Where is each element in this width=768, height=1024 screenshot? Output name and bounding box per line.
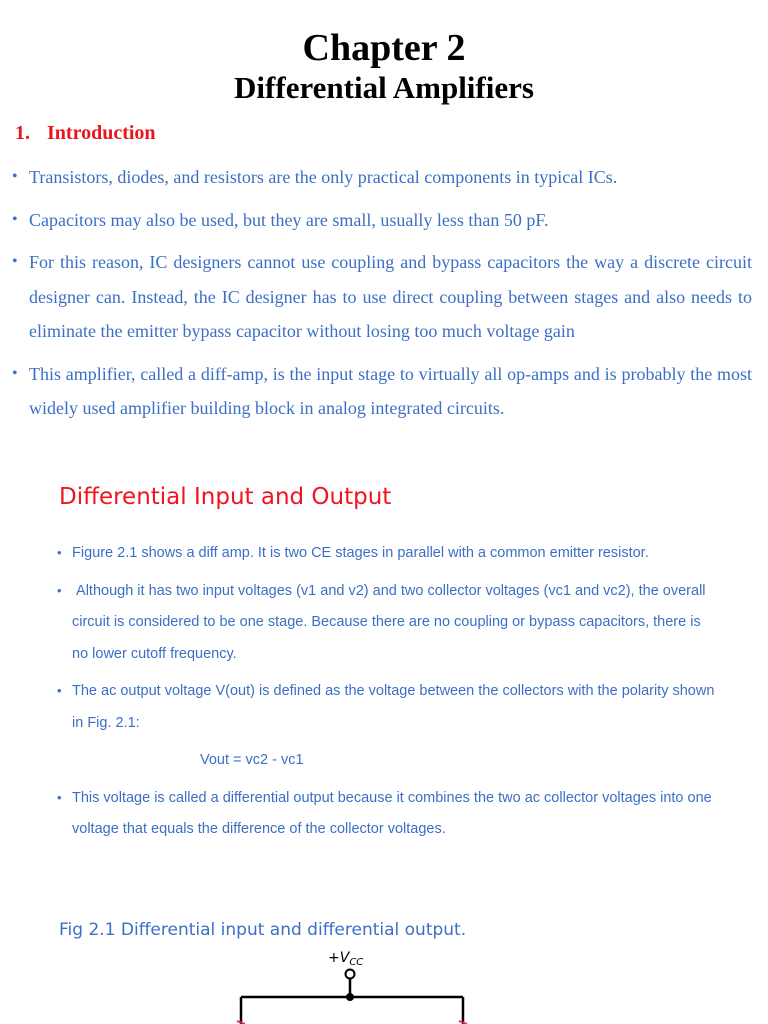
- section-heading-introduction: [15, 120, 156, 146]
- list-item-text: The ac output voltage V(out) is defined as the voltage between the collectors with the polarity shown in Fig. 2.1:: [72, 683, 715, 731]
- bullet-icon: •: [57, 683, 62, 698]
- bullet-icon: •: [57, 789, 62, 805]
- list-item-text: This amplifier, called a diff-amp, is the input stage to virtually all op-amps and is probably the most widely used amplifier building block in analog integrated circuits.: [29, 363, 752, 418]
- differential-io-list: [57, 538, 717, 852]
- diff-amp-circuit-diagram: [220, 945, 490, 1024]
- section-title: Introduction: [47, 122, 156, 144]
- list-item-text: For this reason, IC designers cannot use coupling and bypass capacitors the way a discrete circuit designer can. Instead, the IC designer has to use direct coupling between stages and also needs to eliminate the emitter bypass capacitor without losing too much voltage gain: [29, 252, 752, 341]
- list-item: [12, 160, 752, 195]
- section-number: 1.: [15, 122, 30, 144]
- bullet-icon: •: [12, 364, 18, 382]
- list-item: [12, 203, 752, 238]
- bullet-icon: •: [12, 168, 18, 185]
- bullet-icon: •: [12, 210, 18, 228]
- list-item-text: This voltage is called a differential output because it combines the two ac collector voltages into one voltage that equals the difference of the collector voltages.: [72, 789, 712, 837]
- subsection-heading: Differential Input and Output: [59, 484, 392, 510]
- list-item: [12, 357, 752, 426]
- list-item-text: Figure 2.1 shows a diff amp. It is two CE stages in parallel with a common emitter resistor.: [72, 545, 649, 561]
- figure-caption: Fig 2.1 Differential input and differential output.: [59, 920, 467, 940]
- list-item: [57, 676, 717, 739]
- bullet-icon: •: [57, 582, 62, 598]
- vcc-label: $+V_{CC}$: [328, 950, 364, 968]
- list-item-text: Transistors, diodes, and resistors are the only practical components in typical ICs.: [29, 167, 618, 187]
- chapter-number: Chapter 2: [302, 27, 466, 69]
- chapter-title: Differential Amplifiers: [234, 70, 534, 105]
- list-item-text: Although it has two input voltages (v1 and v2) and two collector voltages (vc1 and vc2), the overall circuit is considered to be one stage. Because there are no coupling or bypass capacitors, there is no lower cutoff frequency.: [72, 582, 706, 662]
- bullet-icon: •: [57, 545, 62, 560]
- equation: Vout = vc2 - vc1: [200, 752, 304, 768]
- list-item: [12, 245, 752, 349]
- vcc-terminal: [346, 970, 355, 979]
- list-item-text: Capacitors may also be used, but they are small, usually less than 50 pF.: [29, 209, 549, 230]
- list-item: [57, 576, 717, 671]
- list-item: [57, 538, 717, 570]
- bullet-icon: •: [12, 253, 18, 270]
- list-item: [57, 783, 717, 846]
- introduction-list: [12, 160, 752, 434]
